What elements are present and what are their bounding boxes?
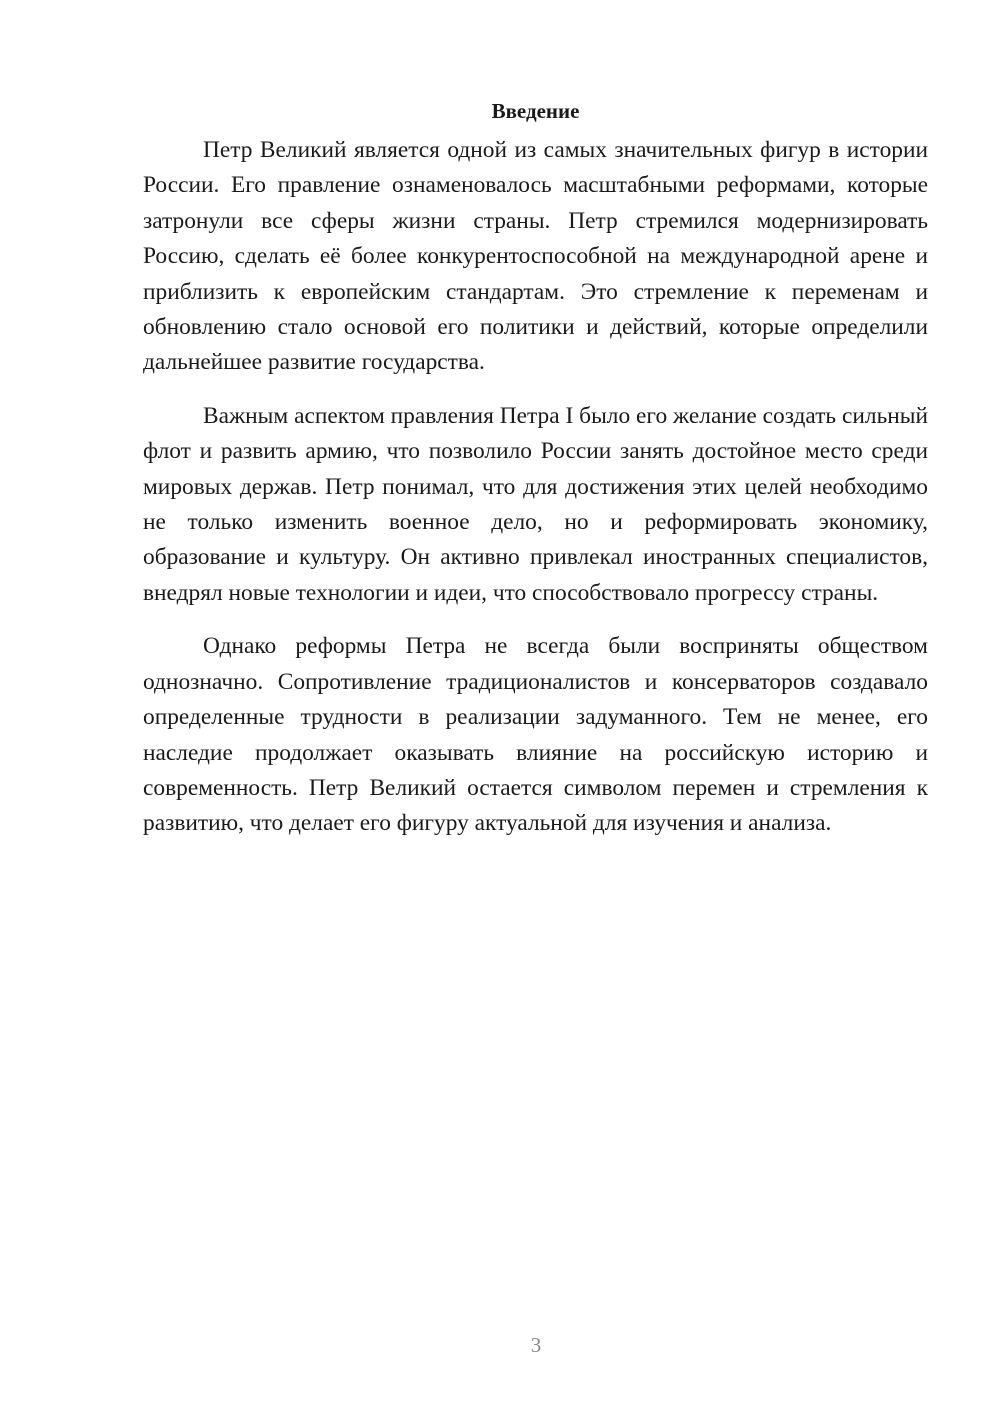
page-content [143, 93, 928, 860]
section-heading: Введение [491, 99, 580, 123]
paragraph-2: Важным аспектом правления Петра I было его желание создать сильный флот и развить армию, что позволило России занять достойное место среди мировых держав. Петр понимал, что для достижения этих целей необходимо не только изменить военное дело, но и реформировать экономику, образование и культуру. Он активно привлекал иностранных специалистов, внедрял новые технологии и идеи, что способствовало прогрессу страны. [143, 402, 928, 606]
paragraph-3: Однако реформы Петра не всегда были восприняты обществом однозначно. Сопротивление традиционалистов и консерваторов создавало определенные трудности в реализации задуманного. Тем не менее, его наследие продолжает оказывать влияние на российскую историю и современность. Петр Великий остается символом перемен и стремления к развитию, что делает его фигуру актуальной для изучения и анализа. [143, 633, 928, 837]
page-number: 3 [530, 1333, 542, 1357]
paragraph-1: Петр Великий является одной из самых значительных фигур в истории России. Его правление ознаменовалось масштабными реформами, которые затронули все сферы жизни страны. Петр стремился модернизировать Россию, сделать её более конкурентоспособной на международной арене и приблизить к европейским стандартам. Это стремление к переменам и обновлению стало основой его политики и действий, которые определили дальнейшее развитие государства. [143, 137, 928, 376]
